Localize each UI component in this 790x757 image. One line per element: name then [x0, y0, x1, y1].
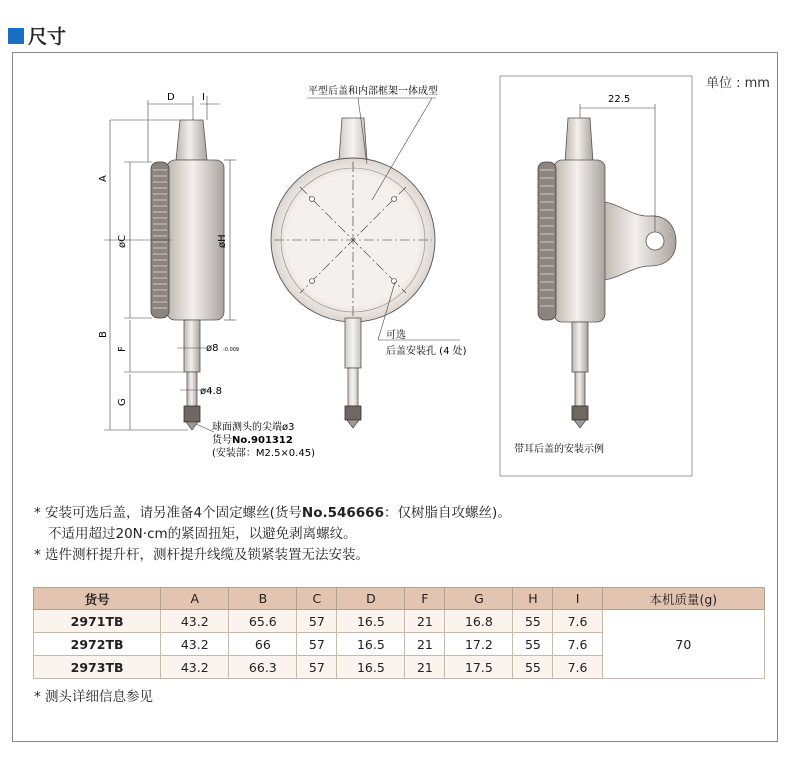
- cell-b: 65.6: [229, 610, 297, 633]
- dim-label-i: I: [202, 92, 205, 103]
- lug: [602, 202, 676, 280]
- lug-caption: 带耳后盖的安装示例: [514, 444, 604, 455]
- cell-model: 2972TB: [34, 633, 161, 656]
- dim-label-d: D: [167, 92, 175, 103]
- part-no-prefix: 货号: [212, 435, 232, 446]
- section-title-text: 尺寸: [28, 26, 67, 48]
- cell-mass: 70: [602, 610, 764, 679]
- lug-hole-icon: [646, 232, 664, 250]
- cell-f: 21: [405, 656, 445, 679]
- unit-label: 单位 : mm: [706, 76, 770, 91]
- spindle-sleeve: [184, 320, 200, 372]
- spec-table: [33, 587, 765, 679]
- footnote: * 测头详细信息参见: [34, 689, 154, 705]
- stem-cap: [176, 120, 207, 160]
- dim-label-h: øH: [217, 234, 228, 248]
- cell-g: 17.2: [445, 633, 513, 656]
- col-header-model: 货号: [34, 588, 161, 610]
- back-sleeve: [345, 318, 361, 368]
- col-header-a: A: [161, 588, 229, 610]
- cell-b: 66.3: [229, 656, 297, 679]
- note-text: * 安装可选后盖，请另准备4个固定螺丝(货号: [34, 505, 302, 521]
- cell-model: 2971TB: [34, 610, 161, 633]
- case-body: [167, 160, 224, 320]
- dimension-drawing: [12, 52, 778, 502]
- note-text: ：仅树脂自攻螺丝)。: [383, 505, 511, 521]
- back-hole-label: 后盖安装孔 (4 处): [386, 346, 467, 357]
- cell-c: 57: [297, 633, 337, 656]
- note-bold-part-no: No.546666: [301, 505, 384, 521]
- cell-g: 17.5: [445, 656, 513, 679]
- dim-label-a: A: [98, 175, 109, 182]
- dim-d8: ø8: [206, 343, 219, 354]
- col-header-f: F: [405, 588, 445, 610]
- lug-back-view: [500, 76, 692, 476]
- col-header-b: B: [229, 588, 297, 610]
- dim-d48: ø4.8: [200, 386, 223, 397]
- cell-f: 21: [405, 633, 445, 656]
- dim-label-b: B: [98, 331, 109, 338]
- cell-c: 57: [297, 610, 337, 633]
- section-title: [8, 22, 66, 49]
- contact-point-label: 球面测头的尖端ø3: [212, 422, 295, 433]
- cell-c: 57: [297, 656, 337, 679]
- dim-label-c: øC: [117, 234, 128, 248]
- flat-back-label: 平型后盖和内部框架一体成型: [308, 86, 438, 97]
- back-view: [271, 84, 467, 428]
- cell-h: 55: [513, 656, 553, 679]
- table-row: [34, 610, 765, 633]
- cell-b: 66: [229, 633, 297, 656]
- cell-a: 43.2: [161, 656, 229, 679]
- note-line: [34, 503, 511, 524]
- cell-i: 7.6: [553, 610, 602, 633]
- col-header-mass: 本机质量(g): [602, 588, 764, 610]
- dim-label-f: F: [117, 346, 128, 352]
- back-stem-cap: [339, 118, 367, 160]
- lug-dim: 22.5: [608, 94, 631, 105]
- dim-label-g: G: [117, 398, 128, 406]
- spindle: [187, 372, 197, 410]
- cell-d: 16.5: [337, 610, 405, 633]
- mount-hole-icon: [310, 197, 315, 202]
- col-header-i: I: [553, 588, 602, 610]
- col-header-g: G: [445, 588, 513, 610]
- col-header-c: C: [297, 588, 337, 610]
- cell-i: 7.6: [553, 656, 602, 679]
- cell-a: 43.2: [161, 633, 229, 656]
- cell-h: 55: [513, 633, 553, 656]
- cell-f: 21: [405, 610, 445, 633]
- cell-a: 43.2: [161, 610, 229, 633]
- installation-notes: [34, 503, 511, 566]
- col-header-h: H: [513, 588, 553, 610]
- part-no: No.901312: [232, 435, 293, 446]
- note-text: 不适用超过20N·cm的紧固扭矩，以避免剥离螺纹。: [48, 526, 357, 542]
- note-line: [34, 524, 511, 545]
- col-header-d: D: [337, 588, 405, 610]
- note-text: * 选件测杆提升杆，测杆提升线缆及锁紧装置无法安装。: [34, 547, 370, 563]
- cell-model: 2973TB: [34, 656, 161, 679]
- cell-d: 16.5: [337, 656, 405, 679]
- section-marker-icon: [8, 28, 24, 44]
- back-spindle: [348, 368, 358, 406]
- cell-i: 7.6: [553, 633, 602, 656]
- contact-point: [184, 406, 200, 422]
- optional-label: 可选: [386, 330, 406, 341]
- cell-g: 16.8: [445, 610, 513, 633]
- cell-h: 55: [513, 610, 553, 633]
- mount-thread-label: (安装部：M2.5×0.45): [212, 448, 315, 459]
- note-line: [34, 545, 511, 566]
- table-header-row: [34, 588, 765, 610]
- dim-d8-tol: -0.009: [223, 347, 240, 353]
- part-no-line: [212, 433, 293, 446]
- cell-d: 16.5: [337, 633, 405, 656]
